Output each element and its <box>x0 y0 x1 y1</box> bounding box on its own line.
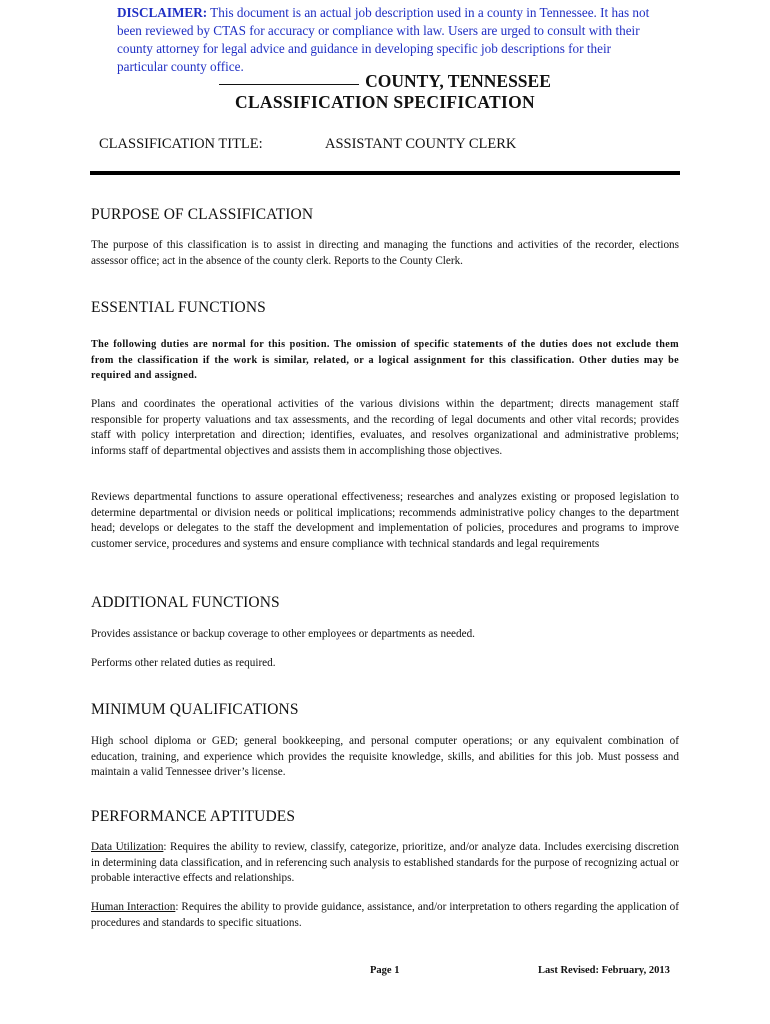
essential-intro: The following duties are normal for this position. The omission of specific statements of the duties does not exclude them from the classification if the work is similar, related, or a logical assignment for this classification. Other duties may be required and assigned. <box>91 339 679 381</box>
county-heading <box>0 70 770 92</box>
last-revised: Last Revised: February, 2013 <box>538 965 670 976</box>
minimum-text: High school diploma or GED; general bookkeeping, and personal computer operations; or any equivalent combination of education, training, and experience which provides the requisite knowledge, skills, and abilities for this job. Must possess and maintain a valid Tennessee driver’s license. <box>91 735 679 778</box>
classification-title-value: ASSISTANT COUNTY CLERK <box>325 136 517 152</box>
additional-paragraph-1: Provides assistance or backup coverage to other employees or departments as needed. <box>91 628 475 640</box>
classification-spec-heading: CLASSIFICATION SPECIFICATION <box>235 92 535 112</box>
heavy-divider <box>90 171 680 175</box>
disclaimer-text: This document is an actual job description used in a county in Tennessee. It has not been reviewed by CTAS for accuracy or compliance with law. Users are urged to consult with their county attorney for legal advice and guidance in developing specific job descriptions for their particular county office. <box>117 5 650 74</box>
additional-paragraph-2: Performs other related duties as required. <box>91 657 276 669</box>
page-number: Page 1 <box>370 965 400 976</box>
additional-heading: ADDITIONAL FUNCTIONS <box>91 594 280 611</box>
human-interaction-paragraph <box>91 900 679 931</box>
disclaimer-label: DISCLAIMER: <box>117 5 208 20</box>
essential-paragraph-1: Plans and coordinates the operational activities of the various divisions within the department; directs management staff responsible for property valuations and tax assessments, and the recording of legal documents and other vital records; provides staff with policy interpretation and direction; identifies, evaluates, and resolves organizational and administrative problems; informs staff of departmental objectives and assists them in accomplishing those objectives. <box>91 398 679 457</box>
human-interaction-label: Human Interaction <box>91 901 176 913</box>
minimum-heading: MINIMUM QUALIFICATIONS <box>91 701 299 718</box>
purpose-heading: PURPOSE OF CLASSIFICATION <box>91 206 314 223</box>
human-interaction-text: : Requires the ability to provide guidance, assistance, and/or interpretation to others regarding the application of procedures and standards to specific situations. <box>91 901 679 929</box>
essential-paragraph-2: Reviews departmental functions to assure operational effectiveness; researches and analyzes existing or proposed legislation to determine departmental or division needs or political implications; recommends administrative policy changes to the department head; develops or delegates to the staff the development and implementation of policies, procedures and programs to improve customer service, procedures and systems and ensure compliance with technical standards and legal requirements <box>91 491 679 550</box>
classification-title-label: CLASSIFICATION TITLE: <box>99 136 263 152</box>
disclaimer <box>117 4 657 76</box>
purpose-text: The purpose of this classification is to assist in directing and managing the functions and activities of the recorder, elections assessor office; act in the absence of the county clerk. Reports to the County Clerk. <box>91 239 679 267</box>
data-utilization-paragraph <box>91 840 679 887</box>
data-utilization-text: : Requires the ability to review, classify, categorize, prioritize, and/or analyze data. Includes exercising discretion in determining data classification, and in referencing such analysis to established standards for the purpose of recognizing actual or probable interactive effects and relationships. <box>91 841 680 884</box>
aptitudes-heading: PERFORMANCE APTITUDES <box>91 808 296 825</box>
essential-heading: ESSENTIAL FUNCTIONS <box>91 299 266 316</box>
county-name-blank <box>219 70 359 85</box>
data-utilization-label: Data Utilization <box>91 841 164 853</box>
county-title: COUNTY, TENNESSEE <box>365 71 551 91</box>
